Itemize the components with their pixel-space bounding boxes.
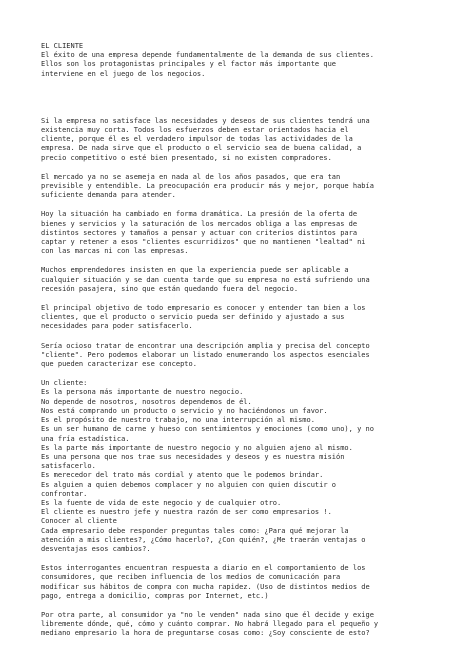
text-line: bienes y servicios y la saturación de los mercados obliga a las empresas de	[41, 219, 358, 228]
text-line: suficiente demanda para atender.	[41, 191, 176, 200]
text-line: empresa. De nada sirve que el producto o el servicio sea de buena calidad, a	[41, 144, 362, 153]
text-line: cualquier situación y se dan cuenta tarde que su empresa no está sufriendo una	[41, 275, 370, 284]
paragraph	[41, 210, 429, 256]
text-line: El principal objetivo de todo empresario es conocer y entender tan bien a los	[41, 304, 366, 313]
text-line: necesidades para poder satisfacerlo.	[41, 322, 193, 331]
list-item: Es la fuente de vida de este negocio y de cualquier otro.	[41, 498, 282, 507]
list-item: Es merecedor del trato más cordial y atento que le podemos brindar.	[41, 471, 324, 480]
text-line: recesión pasajera, sino que están quedando fuera del negocio.	[41, 284, 299, 293]
list-item: confrontar.	[41, 489, 88, 498]
text-line: "cliente". Pero podemos elaborar un listado enumerando los aspectos esenciales	[41, 350, 370, 359]
blank-space	[41, 89, 429, 117]
text-line: captar y retener a esos "clientes escurridizos" que no mantienen "lealtad" ni	[41, 238, 366, 247]
text-line: previsible y entendible. La preocupación era producir más y mejor, porque había	[41, 182, 374, 191]
list-item: Es la persona más importante de nuestro negocio.	[41, 388, 244, 397]
text-line: desventajas esos cambios?.	[41, 544, 151, 553]
text-line: Sería ocioso tratar de encontrar una descripción amplia y precisa del concepto	[41, 341, 370, 350]
text-line: con las marcas ni con las empresas.	[41, 247, 189, 256]
list-item: Es alguien a quien debemos complacer y no alguien con quien discutir o	[41, 480, 337, 489]
list-heading: Un cliente:	[41, 379, 88, 388]
text-line: Estos interrogantes encuentran respuesta a diario en el comportamiento de los	[41, 564, 366, 573]
text-line: El éxito de una empresa depende fundamentalmente de la demanda de sus clientes.	[41, 51, 374, 60]
text-line: distintos sectores y tamaños a pensar y actuar con criterios distintos para	[41, 228, 358, 237]
list-item: Es el propósito de nuestro trabajo, no una interrupción al mismo.	[41, 416, 315, 425]
text-line: Si la empresa no satisface las necesidades y deseos de sus clientes tendrá una	[41, 116, 370, 125]
text-line: Muchos emprendedores insisten en que la experiencia puede ser aplicable a	[41, 266, 349, 275]
paragraph	[41, 564, 429, 601]
text-line: Cada empresario debe responder preguntas tales como: ¿Para qué mejorar la	[41, 526, 349, 535]
paragraph	[41, 266, 429, 294]
paragraph	[41, 342, 429, 370]
paragraph	[41, 173, 429, 201]
text-line: interviene en el juego de los negocios.	[41, 69, 206, 78]
text-line: que pueden caracterizar ese concepto.	[41, 360, 197, 369]
document-title: EL CLIENTE	[41, 42, 84, 50]
text-line: Ellos son los protagonistas principales y el factor más importante que	[41, 60, 337, 69]
text-line: Por otra parte, al consumidor ya "no le venden" nada sino que él decide y exige	[41, 610, 374, 619]
paragraph	[41, 611, 429, 639]
text-line: consumidores, que reciben influencia de los medios de comunicación para	[41, 573, 341, 582]
paragraph	[41, 117, 429, 163]
list-item: Nos está comprando un producto o servicio y no haciéndonos un favor.	[41, 406, 328, 415]
text-line: atención a mis clientes?, ¿Cómo hacerlo?, ¿Con quién?, ¿Me traerán ventajas o	[41, 535, 366, 544]
document-body	[41, 42, 429, 649]
list-item: El cliente es nuestro jefe y nuestra razón de ser como empresarios !.	[41, 508, 332, 517]
text-line: existencia muy corta. Todos los esfuerzos deben estar orientados hacia el	[41, 126, 349, 135]
text-line: modificar sus hábitos de compra con mucha rapidez. (Uso de distintos medios de	[41, 582, 370, 591]
list-item: Es un ser humano de carne y hueso con sentimientos y emociones (como uno), y no	[41, 425, 374, 434]
text-line: clientes, que el producto o servicio pueda ser definido y ajustado a sus	[41, 313, 345, 322]
list-item: una fría estadística.	[41, 434, 130, 443]
text-line: mediano empresario la hora de preguntarse cosas como: ¿Soy consciente de esto?	[41, 629, 370, 638]
list-item: Es la parte más importante de nuestro negocio y no alguien ajeno al mismo.	[41, 443, 353, 452]
text-line: Hoy la situación ha cambiado en forma dramática. La presión de la oferta de	[41, 210, 358, 219]
paragraph	[41, 304, 429, 332]
text-line: precio competitivo o esté bien presentado, si no existen compradores.	[41, 153, 332, 162]
text-line: libremente dónde, qué, cómo y cuánto comprar. No habrá llegado para el pequeño y	[41, 620, 379, 629]
intro-paragraph	[41, 42, 429, 79]
list-item: No depende de nosotros, nosotros dependemos de él.	[41, 397, 252, 406]
section-heading: Conocer al cliente	[41, 517, 117, 526]
text-line: El mercado ya no se asemeja en nada al de los años pasados, que era tan	[41, 172, 341, 181]
text-line: pago, entrega a domicilio, compras por Internet, etc.)	[41, 591, 269, 600]
text-line: cliente, porque él es el verdadero impulsor de todas las actividades de la	[41, 135, 353, 144]
list-item: Es una persona que nos trae sus necesidades y deseos y es nuestra misión	[41, 452, 345, 461]
client-list	[41, 379, 429, 554]
list-item: satisfacerlo.	[41, 462, 96, 471]
